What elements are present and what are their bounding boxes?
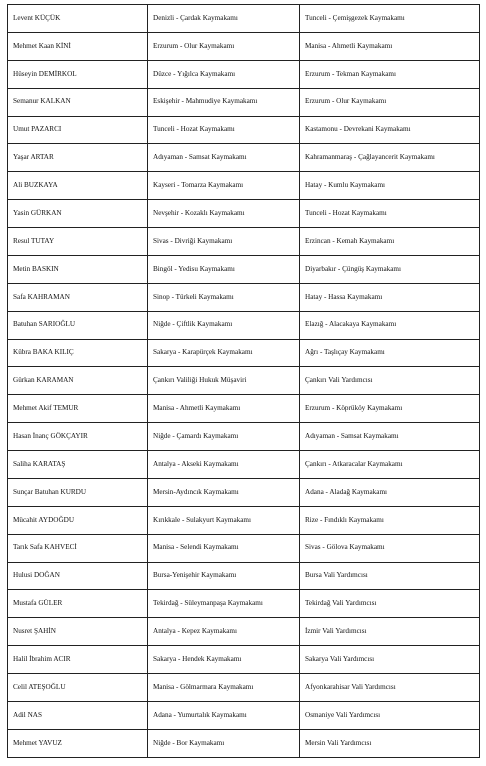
person-name-cell: Safa KAHRAMAN [8, 283, 148, 311]
current-post-cell: Niğde - Çiftlik Kaymakamı [148, 311, 300, 339]
person-name-cell: Gürkan KARAMAN [8, 367, 148, 395]
appointments-table [7, 4, 480, 758]
table-row [8, 60, 480, 88]
current-post-cell: Manisa - Ahmetli Kaymakamı [148, 395, 300, 423]
appointments-table-body [8, 5, 480, 758]
table-row [8, 729, 480, 757]
table-row [8, 701, 480, 729]
new-post-cell: Ağrı - Taşlıçay Kaymakamı [300, 339, 480, 367]
current-post-cell: Manisa - Gölmarmara Kaymakamı [148, 674, 300, 702]
new-post-cell: Mersin Vali Yardımcısı [300, 729, 480, 757]
table-row [8, 506, 480, 534]
current-post-cell: Mersin-Aydıncık Kaymakamı [148, 478, 300, 506]
person-name-cell: Yaşar ARTAR [8, 144, 148, 172]
table-row [8, 32, 480, 60]
new-post-cell: Afyonkarahisar Vali Yardımcısı [300, 674, 480, 702]
current-post-cell: Niğde - Çamardı Kaymakamı [148, 423, 300, 451]
current-post-cell: Eskişehir - Mahmudiye Kaymakamı [148, 88, 300, 116]
new-post-cell: Tekirdağ Vali Yardımcısı [300, 590, 480, 618]
current-post-cell: Sakarya - Karapürçek Kaymakamı [148, 339, 300, 367]
person-name-cell: Metin BASKIN [8, 255, 148, 283]
person-name-cell: Saliha KARATAŞ [8, 451, 148, 479]
new-post-cell: Tunceli - Çemişgezek Kaymakamı [300, 5, 480, 33]
person-name-cell: Mücahit AYDOĞDU [8, 506, 148, 534]
current-post-cell: Sivas - Divriği Kaymakamı [148, 228, 300, 256]
new-post-cell: Sakarya Vali Yardımcısı [300, 646, 480, 674]
person-name-cell: Batuhan SARIOĞLU [8, 311, 148, 339]
current-post-cell: Çankırı Valiliği Hukuk Müşaviri [148, 367, 300, 395]
current-post-cell: Adıyaman - Samsat Kaymakamı [148, 144, 300, 172]
current-post-cell: Sinop - Türkeli Kaymakamı [148, 283, 300, 311]
current-post-cell: Niğde - Bor Kaymakamı [148, 729, 300, 757]
person-name-cell: Mehmet Akif TEMUR [8, 395, 148, 423]
new-post-cell: Bursa Vali Yardımcısı [300, 562, 480, 590]
current-post-cell: Tekirdağ - Süleymanpaşa Kaymakamı [148, 590, 300, 618]
table-row [8, 172, 480, 200]
current-post-cell: Denizli - Çardak Kaymakamı [148, 5, 300, 33]
table-row [8, 144, 480, 172]
person-name-cell: Hulusi DOĞAN [8, 562, 148, 590]
table-row [8, 562, 480, 590]
person-name-cell: Umut PAZARCI [8, 116, 148, 144]
table-row [8, 5, 480, 33]
new-post-cell: Çankırı - Atkaracalar Kaymakamı [300, 451, 480, 479]
table-row [8, 646, 480, 674]
table-row [8, 534, 480, 562]
new-post-cell: Rize - Fındıklı Kaymakamı [300, 506, 480, 534]
person-name-cell: Nusret ŞAHİN [8, 618, 148, 646]
current-post-cell: Antalya - Kepez Kaymakamı [148, 618, 300, 646]
person-name-cell: Yasin GÜRKAN [8, 200, 148, 228]
new-post-cell: Erzincan - Kemah Kaymakamı [300, 228, 480, 256]
person-name-cell: Mustafa GÜLER [8, 590, 148, 618]
person-name-cell: Celil ATEŞOĞLU [8, 674, 148, 702]
new-post-cell: Erzurum - Tekman Kaymakamı [300, 60, 480, 88]
new-post-cell: Kahramanmaraş - Çağlayancerit Kaymakamı [300, 144, 480, 172]
table-row [8, 395, 480, 423]
current-post-cell: Sakarya - Hendek Kaymakamı [148, 646, 300, 674]
table-row [8, 88, 480, 116]
new-post-cell: Adıyaman - Samsat Kaymakamı [300, 423, 480, 451]
current-post-cell: Bingöl - Yedisu Kaymakamı [148, 255, 300, 283]
table-row [8, 618, 480, 646]
current-post-cell: Kırıkkale - Sulakyurt Kaymakamı [148, 506, 300, 534]
table-row [8, 200, 480, 228]
table-row [8, 116, 480, 144]
new-post-cell: Sivas - Gölova Kaymakamı [300, 534, 480, 562]
new-post-cell: Osmaniye Vali Yardımcısı [300, 701, 480, 729]
new-post-cell: İzmir Vali Yardımcısı [300, 618, 480, 646]
current-post-cell: Tunceli - Hozat Kaymakamı [148, 116, 300, 144]
person-name-cell: Semanur KALKAN [8, 88, 148, 116]
table-row [8, 255, 480, 283]
new-post-cell: Diyarbakır - Çüngüş Kaymakamı [300, 255, 480, 283]
person-name-cell: Sunçar Batuhan KURDU [8, 478, 148, 506]
person-name-cell: Resul TUTAY [8, 228, 148, 256]
person-name-cell: Mehmet Kaan KİNİ [8, 32, 148, 60]
table-row [8, 423, 480, 451]
table-row [8, 367, 480, 395]
table-row [8, 478, 480, 506]
current-post-cell: Kayseri - Tomarza Kaymakamı [148, 172, 300, 200]
current-post-cell: Adana - Yumurtalık Kaymakamı [148, 701, 300, 729]
new-post-cell: Hatay - Kumlu Kaymakamı [300, 172, 480, 200]
current-post-cell: Bursa-Yenişehir Kaymakamı [148, 562, 300, 590]
current-post-cell: Antalya - Akseki Kaymakamı [148, 451, 300, 479]
current-post-cell: Erzurum - Olur Kaymakamı [148, 32, 300, 60]
table-row [8, 283, 480, 311]
current-post-cell: Nevşehir - Kozaklı Kaymakamı [148, 200, 300, 228]
person-name-cell: Halil İbrahim ACIR [8, 646, 148, 674]
new-post-cell: Tunceli - Hozat Kaymakamı [300, 200, 480, 228]
table-row [8, 451, 480, 479]
table-row [8, 228, 480, 256]
new-post-cell: Hatay - Hassa Kaymakamı [300, 283, 480, 311]
table-row [8, 339, 480, 367]
current-post-cell: Düzce - Yığılca Kaymakamı [148, 60, 300, 88]
current-post-cell: Manisa - Selendi Kaymakamı [148, 534, 300, 562]
person-name-cell: Levent KÜÇÜK [8, 5, 148, 33]
person-name-cell: Mehmet YAVUZ [8, 729, 148, 757]
person-name-cell: Hüseyin DEMİRKOL [8, 60, 148, 88]
table-row [8, 311, 480, 339]
person-name-cell: Tarık Safa KAHVECİ [8, 534, 148, 562]
person-name-cell: Adil NAS [8, 701, 148, 729]
table-row [8, 674, 480, 702]
new-post-cell: Çankırı Vali Yardımcısı [300, 367, 480, 395]
new-post-cell: Kastamonu - Devrekani Kaymakamı [300, 116, 480, 144]
new-post-cell: Adana - Aladağ Kaymakamı [300, 478, 480, 506]
person-name-cell: Ali BUZKAYA [8, 172, 148, 200]
table-row [8, 590, 480, 618]
person-name-cell: Hasan İnanç GÖKÇAYIR [8, 423, 148, 451]
new-post-cell: Elazığ - Alacakaya Kaymakamı [300, 311, 480, 339]
person-name-cell: Kübra BAKA KILIÇ [8, 339, 148, 367]
new-post-cell: Erzurum - Olur Kaymakamı [300, 88, 480, 116]
new-post-cell: Erzurum - Köprüköy Kaymakamı [300, 395, 480, 423]
new-post-cell: Manisa - Ahmetli Kaymakamı [300, 32, 480, 60]
